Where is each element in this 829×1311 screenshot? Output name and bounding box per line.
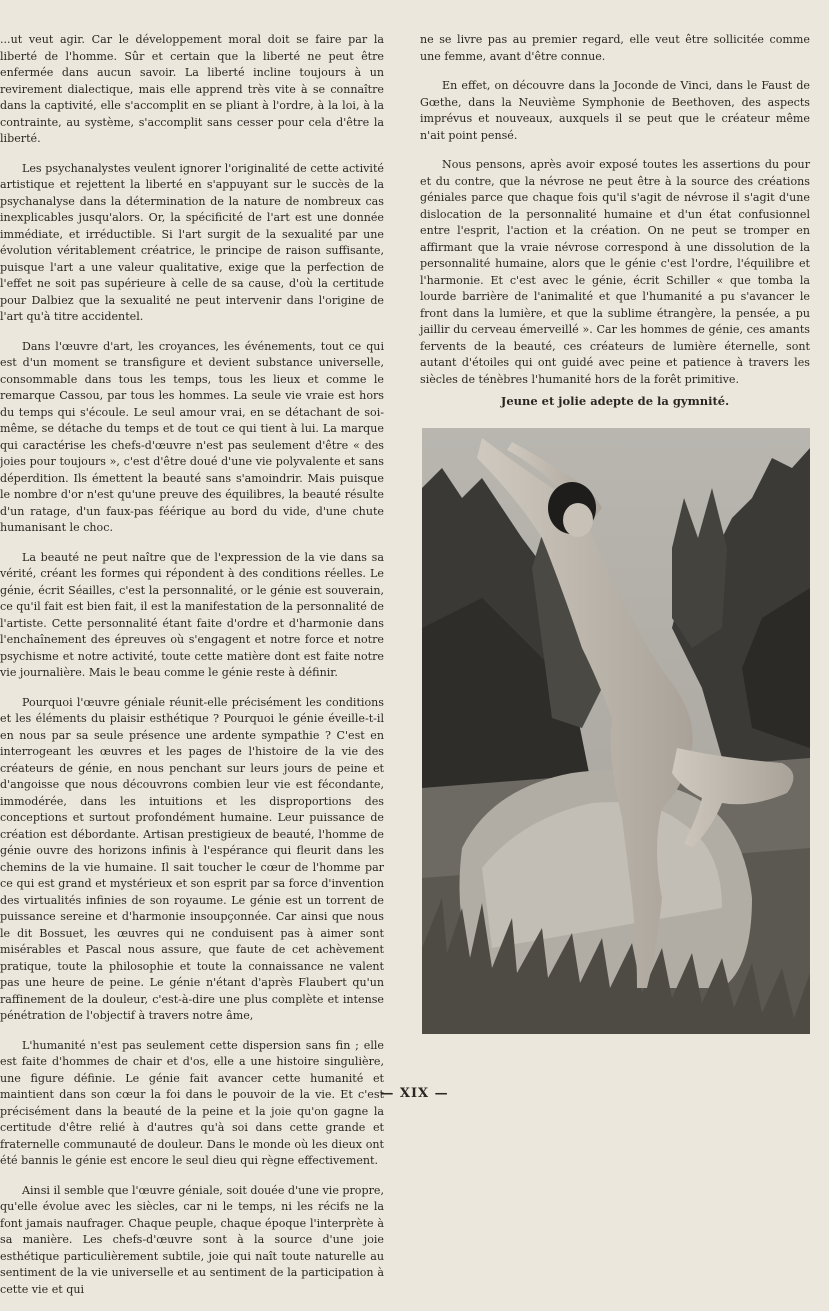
paragraph: Nous pensons, après avoir exposé toutes les assertions du pour et du contre, que la névrose ne peut être à la source des créations géniales parce que chaque fois qu'il s'agit de névrose il s'agit d'une dislocation de la personnalité humaine et d'un état confusionnel entre l'esprit, l'action et la création. On ne peut se tromper en affirmant que la vraie névrose correspond à une dissolution de la personnalité humaine, alors que le génie c'est l'ordre, l'équilibre et l'harmonie. Et c'est avec le génie, écrit Schiller « que tomba la lourde barrière de l'animalité et que l'humanité a pu s'avancer le front dans la lumière, et que la sublime étrangère, la pensée, a pu jaillir du cerveau émerveillé ». Car les hommes de génie, ces amants fervents de la beauté, ces créateurs de lumière éternelle, sont autant d'étoiles qui ont guidé avec peine et patience à travers les siècles de ténèbres l'humanité hors de la forêt primitive.: [420, 158, 810, 386]
right-text-column: [420, 32, 810, 401]
paragraph: ne se livre pas au premier regard, elle veut être sollicitée comme une femme, avant d'être connue.: [420, 33, 810, 63]
left-text-column: [0, 32, 384, 1311]
page-number: — XIX —: [380, 1086, 449, 1101]
paragraph: Ainsi il semble que l'œuvre géniale, soit douée d'une vie propre, qu'elle évolue avec les siècles, car ni le temps, ni les récifs ne la font jamais naufrager. Chaque peuple, chaque époque l'interprète à sa manière. Les chefs-d'œuvre sont à la source d'une joie esthétique particulièrement subtile, joie qui naît toute naturelle au sentiment de la vie universelle et au sentiment de la participation à cette vie et qui: [0, 1183, 384, 1296]
paragraph: L'humanité n'est pas seulement cette dispersion sans fin ; elle est faite d'hommes de chair et d'os, elle a une histoire singulière, une figure définie. Le génie fait avancer cette humanité et maintient dans son cœur la foi dans le pouvoir de la vie. Et c'est précisément dans la beauté de la peine et la joie qu'on gagne la certitude d'être relié à d'autres qu'à soi dans cette grande et fraternelle communauté de douleur. Dans le monde où les dieux ont été bannis le génie est encore le seul dieu qui règne effectivement.: [0, 1038, 384, 1167]
paragraph: Dans l'œuvre d'art, les croyances, les événements, tout ce qui est d'un moment se transfigure et devient substance universelle, consommable dans tous les temps, tous les lieux et comme le remarque Cassou, par tous les hommes. La seule vie vraie est hors du temps qui s'écoule. Le seul amour vrai, en se détachant de soi-même, se détache du temps et de tout ce qui tient à lui. La marque qui caractérise les chefs-d'œuvre n'est pas seulement d'être « des joies pour toujours », c'est d'être doué d'une vie polyvalente et sans déperdition. Ils émettent la beauté sans s'amoindrir. Mais puisque le nombre d'or n'est qu'une preuve des équilibres, la beauté résulte d'un ratage, d'un faux-pas féérique au bord du vide, d'une chute humanisant le choc.: [0, 339, 384, 534]
paragraph: En effet, on découvre dans la Joconde de Vinci, dans le Faust de Gœthe, dans la Neuvième Symphonie de Beethoven, des aspects imprévus et nouveaux, auxquels il se peut que le créateur même n'ait point pensé.: [420, 79, 810, 142]
paragraph: Pourquoi l'œuvre géniale réunit-elle précisément les conditions et les éléments du plaisir esthétique ? Pourquoi le génie éveille-t-il en nous par sa seule présence une ardente sympathie ? C'est en interrogeant les œuvres et les pages de l'histoire de la vie des créateurs de génie, en nous penchant sur leurs jours de peine et d'angoisse que nous découvrons combien leur vie est fécondante, immodérée, dans les intuitions et les disproportions des conceptions et surtout profondément humaine. Leur puissance de création est débordante. Artisan prestigieux de beauté, l'homme de génie ouvre des horizons infinis à l'espérance qui fleurit dans les chemins de la vie humaine. Il sait toucher le cœur de l'homme par ce qui est grand et mystérieux et son esprit par sa force d'invention des virtualités infinies de son royaume. Le génie est un torrent de puissance sereine et d'harmonie insoupçonnée. Car ainsi que nous le dit Bossuet, les œuvres qui ne conduisent pas à aimer sont misérables et Pascal nous assure, que faute de cet achèvement pratique, toute la philosophie et toute la connaissance ne valent pas une heure de peine. Le génie n'étant d'après Flaubert qu'un raffinement de la douleur, c'est-à-dire une plus complète et intense pénétration de l'objectif à travers notre âme,: [0, 695, 384, 1022]
paragraph: Les psychanalystes veulent ignorer l'originalité de cette activité artistique et rejettent la liberté en s'appuyant sur le succès de la psychanalyse dans la détermination de la nature de nombreux cas inexplicables jusqu'alors. Or, la spécificité de l'art est une donnée immédiate, et irréductible. Si l'art surgit de la sexualité par une évolution véritablement créatrice, le principe de raison suffisante, puisque l'art a une valeur qualitative, exige que la perfection de l'effet ne soit pas supérieure à celle de sa cause, d'où la certitude pour Dalbiez que la sexualité ne peut intervenir dans l'origine de l'art qu'à titre accidentel.: [0, 161, 384, 323]
photo-caption: Jeune et jolie adepte de la gymnité.: [500, 394, 730, 408]
paragraph: ...ut veut agir. Car le développement moral doit se faire par la liberté de l'homme. Sûr et certain que la liberté ne peut être enfermée dans aucun savoir. La liberté incline toujours à un revirement dialectique, mais elle apprend très vite à se connaître dans la captivité, elle s'accomplit en se pliant à l'ordre, à la loi, à la contrainte, au système, s'accomplit sans cesser pour cela d'être la liberté.: [0, 33, 384, 145]
paragraph: La beauté ne peut naître que de l'expression de la vie dans sa vérité, créant les formes qui répondent à des conditions réelles. Le génie, écrit Séailles, c'est la personnalité, or le génie est souverain, ce qu'il fait est bien fait, il est la manifestation de la personnalité de l'artiste. Cette personnalité étant faite d'ordre et d'harmonie dans l'enchaînement des épreuves où s'engagent et notre force et notre psychisme et notre activité, toute cette matière dont est faite notre vie journalière. Mais le beau comme le génie reste à définir.: [0, 550, 384, 679]
photograph-illustration: [422, 428, 810, 1034]
photograph: [422, 428, 810, 1034]
